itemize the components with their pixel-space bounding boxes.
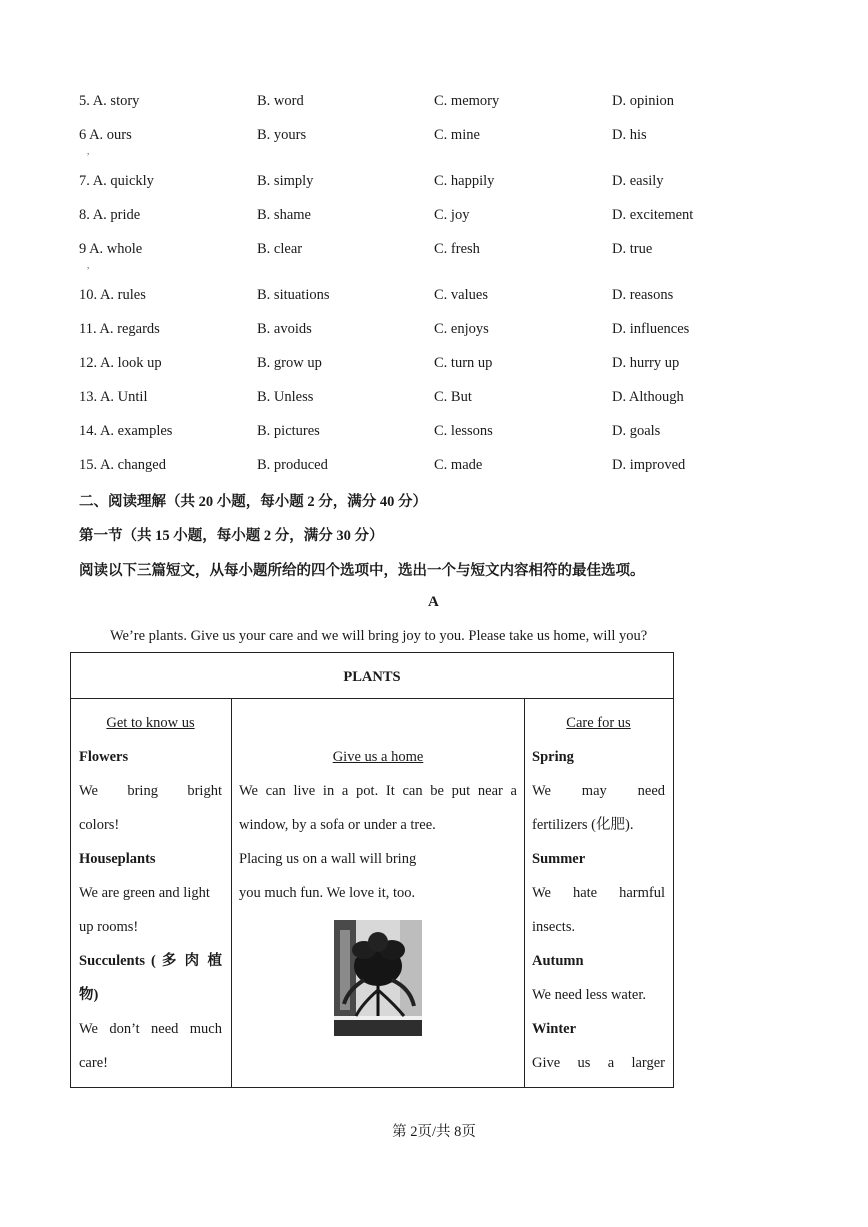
option-c: C. enjoys: [434, 321, 489, 337]
page-footer: 第 2页/共 8页: [392, 1124, 476, 1140]
option-b: B. shame: [257, 207, 311, 223]
question-row: [79, 389, 719, 409]
option-d: D. goals: [612, 423, 661, 439]
option-a: 10. A. rules: [79, 287, 146, 303]
cell-text: We bring bright: [79, 783, 222, 799]
question-row: [79, 93, 719, 113]
cell-text: We can live in a pot. It can be put near a: [239, 783, 517, 799]
option-d: D. Although: [612, 389, 684, 405]
option-c: C. lessons: [434, 423, 493, 439]
cell-text: insects.: [532, 919, 576, 935]
category-label: Flowers: [79, 749, 129, 765]
cell-text: Placing us on a wall will bring: [239, 851, 417, 867]
column-divider: [231, 699, 232, 1087]
season-label: Spring: [532, 749, 574, 765]
cell-text: colors!: [79, 817, 120, 833]
cell-text: you much fun. We love it, too.: [239, 885, 416, 901]
season-label: Autumn: [532, 953, 584, 969]
option-d: D. opinion: [612, 93, 675, 109]
instruction: 阅读以下三篇短文，从每小题所给的四个选项中，选出一个与短文内容相符的最佳选项。: [79, 563, 645, 579]
part-title: 第一节（共 15 小题，每小题 2 分，满分 30 分）: [79, 528, 384, 544]
scan-mark: ,: [87, 146, 90, 156]
option-b: B. yours: [257, 127, 307, 143]
question-row: [79, 241, 719, 261]
option-c: C. fresh: [434, 241, 480, 257]
question-row: [79, 207, 719, 227]
column-get-to-know-us: [79, 706, 222, 1080]
passage-letter: A: [428, 594, 439, 610]
scan-mark: ,: [87, 260, 90, 270]
option-b: B. Unless: [257, 389, 314, 405]
season-label: Winter: [532, 1021, 577, 1037]
table-title-row: [71, 653, 673, 699]
passage-intro: We’re plants. Give us your care and we will bring joy to you. Please take us home, will you?: [110, 628, 648, 644]
option-a: 11. A. regards: [79, 321, 160, 337]
cell-text: We hate harmful: [532, 885, 665, 901]
option-b: B. produced: [257, 457, 328, 473]
option-d: D. his: [612, 127, 647, 143]
question-row: [79, 321, 719, 341]
column-divider: [524, 699, 525, 1087]
column-give-us-a-home: [239, 706, 517, 910]
question-row: [79, 287, 719, 307]
option-d: D. excitement: [612, 207, 694, 223]
option-c: C. But: [434, 389, 472, 405]
question-row: [79, 127, 719, 147]
option-a: 13. A. Until: [79, 389, 148, 405]
option-d: D. improved: [612, 457, 686, 473]
question-row: [79, 423, 719, 443]
option-b: B. clear: [257, 241, 303, 257]
option-c: C. mine: [434, 127, 480, 143]
column-header: Care for us: [566, 715, 631, 731]
option-b: B. grow up: [257, 355, 322, 371]
option-a: 7. A. quickly: [79, 173, 154, 189]
option-b: B. simply: [257, 173, 314, 189]
plant-photo: [334, 920, 422, 1036]
option-d: D. hurry up: [612, 355, 680, 371]
table-title: PLANTS: [343, 669, 401, 685]
column-header: Get to know us: [106, 715, 195, 731]
season-label: Summer: [532, 851, 586, 867]
option-c: C. joy: [434, 207, 470, 223]
column-header: Give us a home: [332, 749, 424, 765]
option-b: B. pictures: [257, 423, 320, 439]
option-c: C. made: [434, 457, 483, 473]
cell-text: up rooms!: [79, 919, 139, 935]
cell-text: We need less water.: [532, 987, 646, 1003]
option-d: D. true: [612, 241, 653, 257]
option-b: B. situations: [257, 287, 330, 303]
column-care-for-us: [532, 706, 665, 1080]
option-a: 14. A. examples: [79, 423, 173, 439]
category-label: 物): [79, 987, 99, 1003]
cell-text: We don’t need much: [79, 1021, 222, 1037]
cell-text: We are green and light: [79, 885, 210, 901]
question-row: [79, 173, 719, 193]
option-b: B. word: [257, 93, 304, 109]
cell-text: window, by a sofa or under a tree.: [239, 817, 436, 833]
option-d: D. reasons: [612, 287, 674, 303]
option-c: C. memory: [434, 93, 500, 109]
option-c: C. values: [434, 287, 488, 303]
option-d: D. easily: [612, 173, 664, 189]
option-c: C. happily: [434, 173, 495, 189]
option-a: 9 A. whole: [79, 241, 143, 257]
cell-text: We may need: [532, 783, 665, 799]
question-row: [79, 457, 719, 477]
cell-text: Give us a larger: [532, 1055, 665, 1071]
option-a: 8. A. pride: [79, 207, 141, 223]
category-label: Houseplants: [79, 851, 156, 867]
option-a: 12. A. look up: [79, 355, 162, 371]
option-c: C. turn up: [434, 355, 493, 371]
cell-text: care!: [79, 1055, 108, 1071]
option-a: 5. A. story: [79, 93, 140, 109]
section-title: 二、阅读理解（共 20 小题，每小题 2 分，满分 40 分）: [79, 494, 427, 510]
category-label: Succulents ( 多 肉 植: [79, 953, 222, 969]
option-b: B. avoids: [257, 321, 312, 337]
option-a: 15. A. changed: [79, 457, 166, 473]
question-row: [79, 355, 719, 375]
cell-text: fertilizers (化肥).: [532, 817, 634, 833]
option-a: 6 A. ours: [79, 127, 132, 143]
option-d: D. influences: [612, 321, 690, 337]
